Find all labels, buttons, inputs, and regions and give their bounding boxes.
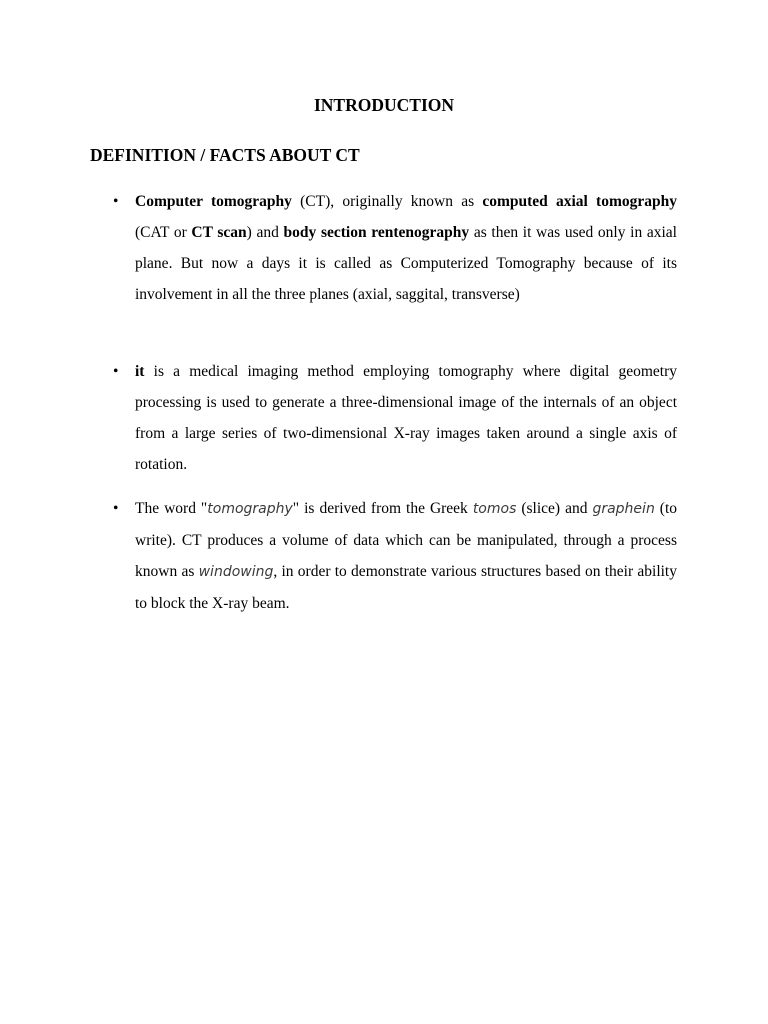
text-run-greek: tomography	[207, 501, 293, 517]
paragraph	[135, 356, 677, 480]
bullet-icon: •	[113, 363, 119, 380]
text-run-greek: tomos	[472, 501, 517, 517]
paragraph	[135, 186, 677, 310]
text-run-normal: as then it was used only in axial plane. But now a days it is called as Computerized Tomography because of its involvement in all the three planes (axial, saggital, transverse)	[135, 224, 677, 303]
bullet-icon: •	[113, 500, 119, 517]
section-heading: DEFINITION / FACTS ABOUT CT	[90, 145, 360, 165]
paragraph	[135, 493, 677, 619]
text-run-bold: CT scan	[191, 224, 247, 241]
bullet-icon: •	[113, 193, 119, 210]
text-run-normal: The word "	[135, 500, 208, 517]
text-run-bold: computed axial tomography	[482, 193, 677, 210]
text-run-normal: , in order to demonstrate various structures based on their ability to block the X-ray beam.	[135, 563, 677, 612]
text-run-normal: is a medical imaging method employing tomography where digital geometry processing is used to generate a three-dimensional image of the internals of an object from a large series of two-dimensional X-ray images taken around a single axis of rotation.	[135, 363, 677, 473]
text-run-normal: " is derived from the Greek	[292, 500, 473, 517]
text-run-normal: (CT), originally known as	[291, 193, 483, 210]
page-title: INTRODUCTION	[313, 95, 455, 115]
text-run-normal: (slice) and	[516, 500, 593, 517]
text-run-normal: ) and	[246, 224, 284, 241]
text-run-bold: it	[135, 363, 145, 380]
text-run-normal: (to write). CT produces a volume of data which can be manipulated, through a process known as	[135, 500, 678, 580]
text-run-bold: Computer tomography	[135, 193, 292, 210]
text-run-greek: windowing	[198, 564, 274, 580]
text-run-bold: body section rentenography	[283, 224, 470, 241]
text-run-normal: (CAT or	[135, 224, 192, 241]
text-run-greek: graphein	[592, 501, 655, 517]
